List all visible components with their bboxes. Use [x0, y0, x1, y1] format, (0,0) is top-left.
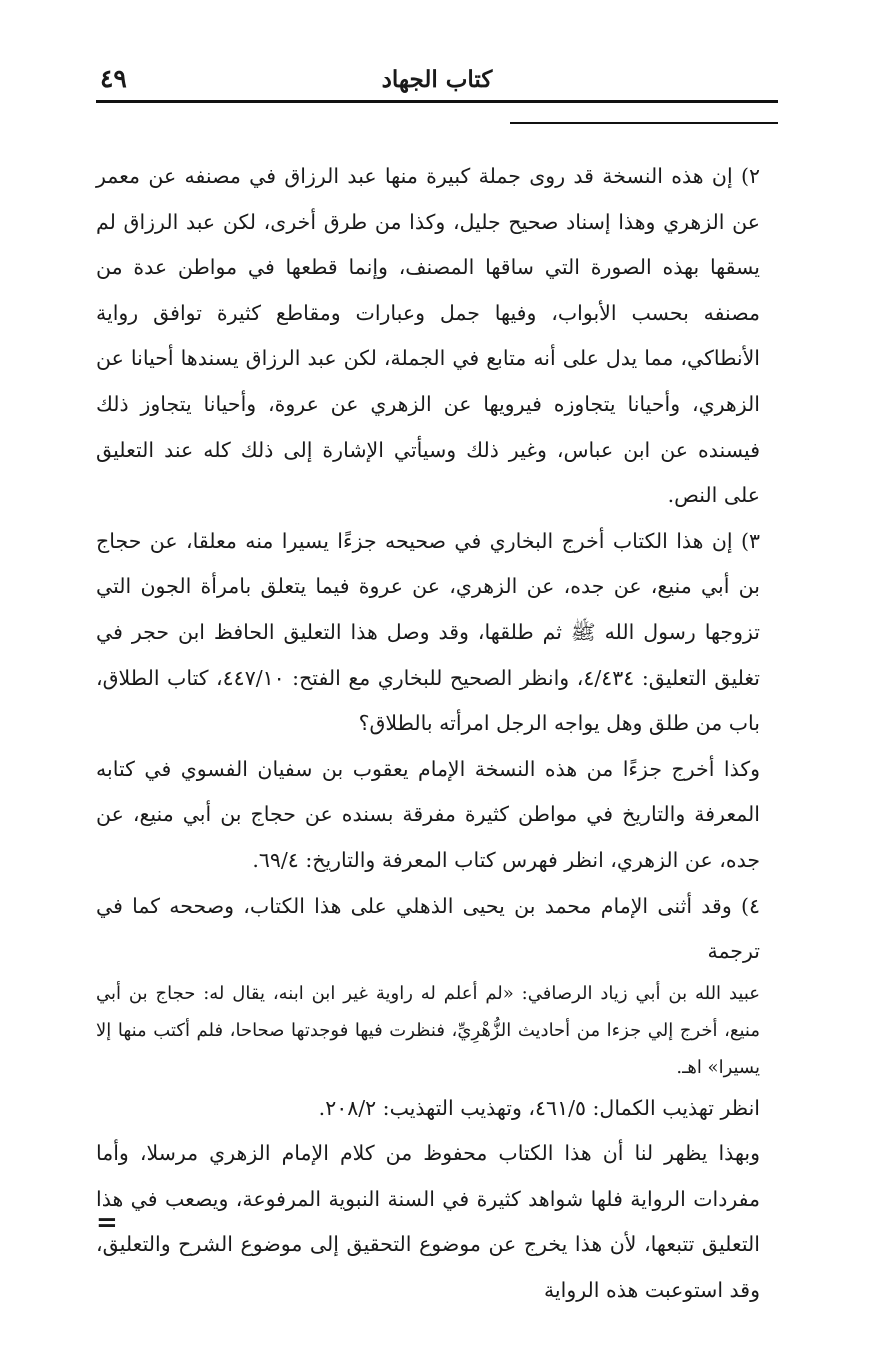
paragraph-fasawi: وكذا أخرج جزءًا من هذه النسخة الإمام يعقوب بن سفيان الفسوي في كتابه المعرفة والتاريخ في مواطن كثيرة مفرقة بسنده عن حجاج بن أبي منيع، عن جده، عن الزهري، انظر فهرس كتاب المعرفة والتاريخ: ٦٩/٤. [96, 756, 760, 872]
page-number: ٤٩ [100, 64, 127, 93]
header-underline [510, 122, 778, 124]
continuation-mark: = [96, 1208, 118, 1238]
paragraph-conclusion: وبهذا يظهر لنا أن هذا الكتاب محفوظ من كلام الإمام الزهري مرسلا، وأما مفردات الرواية فلها شواهد كثيرة في السنة النبوية المرفوعة، ويصعب في هذا التعليق تتبعها، لأن هذا يخرج عن موضوع التحقيق إلى موضوع الشرح والتعليق، وقد استوعبت هذه الرواية [96, 1141, 760, 1303]
paragraph-point-2: ٢) إن هذه النسخة قد روى جملة كبيرة منها عبد الرزاق في مصنفه عن معمر عن الزهري وهذا إسناد صحيح جليل، وكذا من طرق أخرى، لكن عبد الرزاق لم يسقها بهذه الصورة التي ساقها المصنف، وإنما قطعها في مواطن عدة من مصنفه بحسب الأبواب، وفيها جمل وعبارات ومقاطع كثيرة توافق رواية الأنطاكي، مما يدل على أنه متابع في الجملة، لكن عبد الرزاق يسندها أحيانا عن الزهري، وأحيانا يتجاوزه فيرويها عن الزهري عن عروة، وأحيانا يتجاوز ذلك فيسنده عن ابن عباس، وغير ذلك وسيأتي الإشارة إلى ذلك كله عند التعليق على النص. [96, 164, 760, 508]
page-body [96, 154, 760, 1314]
paragraph-point-3: ٣) إن هذا الكتاب أخرج البخاري في صحيحه جزءًا يسيرا منه معلقا، عن حجاج بن أبي منيع، عن جده، عن الزهري، عن عروة فيما يتعلق بامرأة الجون التي تزوجها رسول الله ﷺ ثم طلقها، وقد وصل هذا التعليق الحافظ ابن حجر في تغليق التعليق: ٤/٤٣٤، وانظر الصحيح للبخاري مع الفتح: ٤٤٧/١٠، كتاب الطلاق، باب من طلق وهل يواجه الرجل امرأته بالطلاق؟ [96, 528, 761, 736]
quote-dhuhli: عبيد الله بن أبي زياد الرصافي: «لم أعلم له راوية غير ابن ابنه، يقال له: حجاج بن أبي منيع، أخرج إلي جزءا من أحاديث الزُّهْرِيِّ، فنظرت فيها فوجدتها صحاحا، فلم أكتب منها إلا يسيرا» اهـ. [96, 982, 760, 1078]
paragraph-references: انظر تهذيب الكمال: ٤٦١/٥، وتهذيب التهذيب: ٢٠٨/٢. [318, 1095, 760, 1120]
paragraph-point-4: ٤) وقد أثنى الإمام محمد بن يحيى الذهلي على هذا الكتاب، وصححه كما في ترجمة [96, 893, 760, 964]
header-rule [96, 100, 778, 103]
running-title: كتاب الجهاد [381, 66, 493, 93]
page-header [96, 62, 778, 96]
